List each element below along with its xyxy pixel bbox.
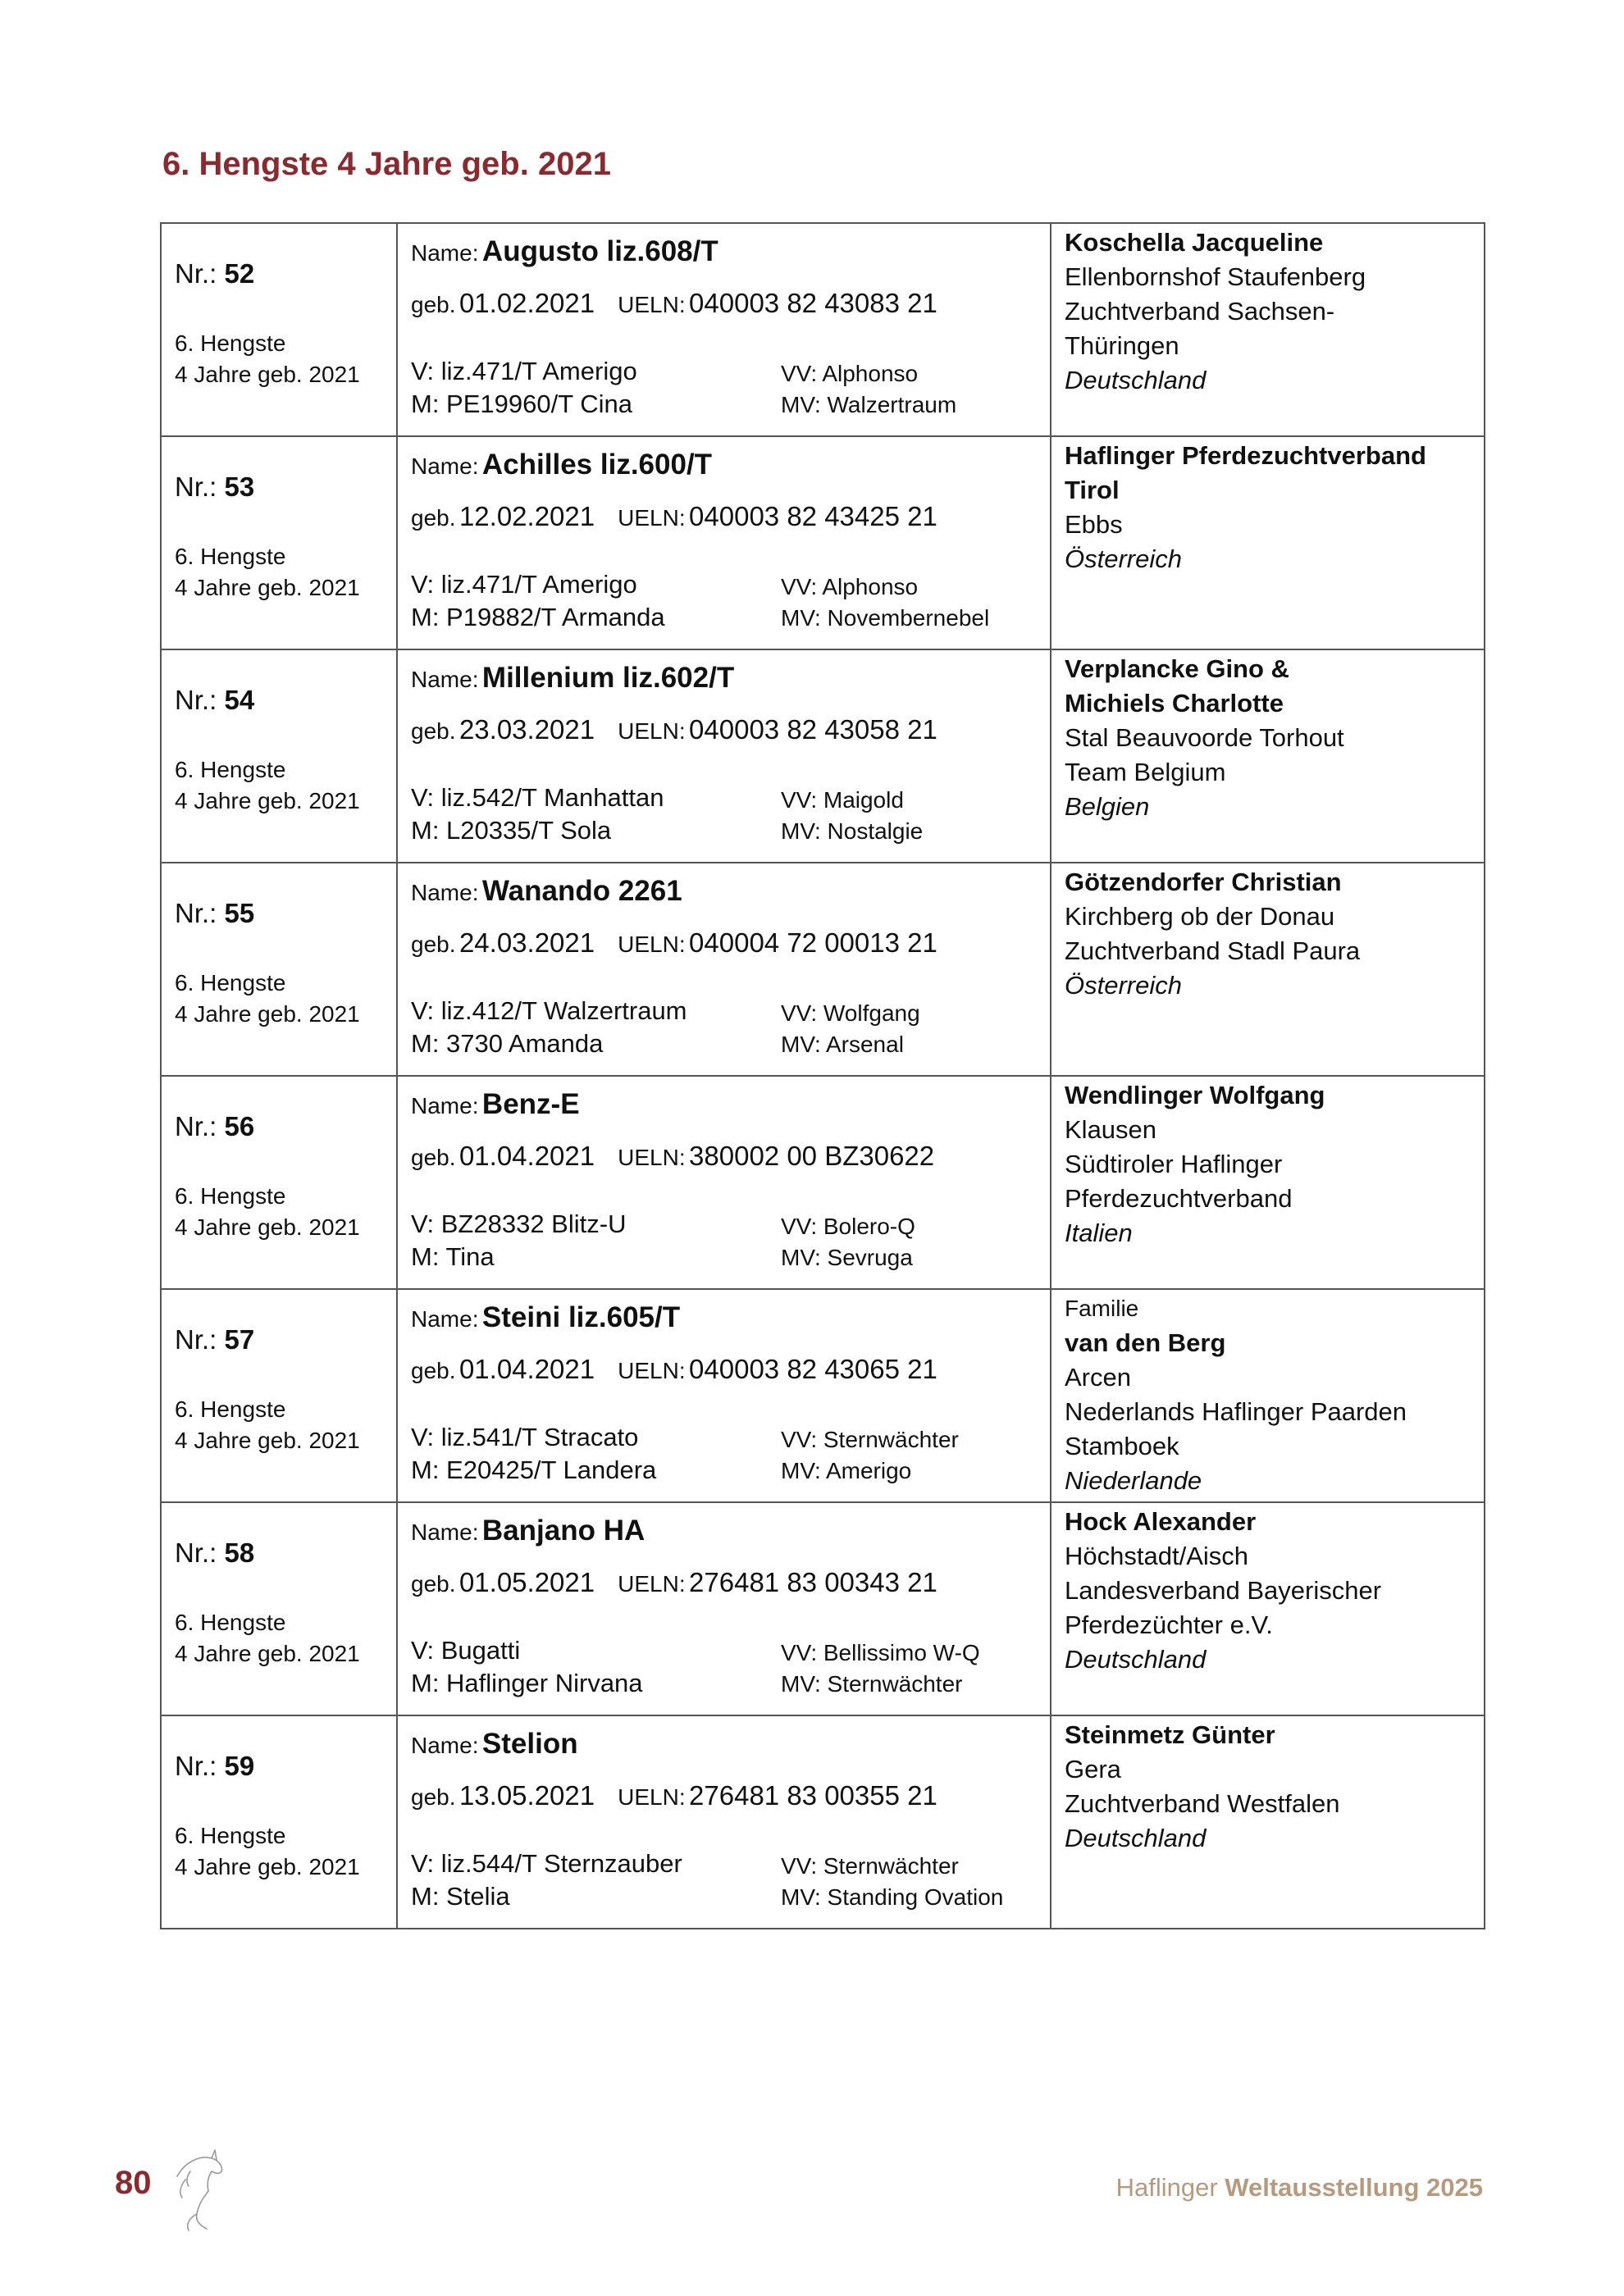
birth-date: 01.05.2021 [458, 1567, 595, 1597]
owner-line: Landesverband Bayerischer [1065, 1576, 1382, 1605]
owner-line: Österreich [1065, 971, 1182, 1000]
birth-ueln-line [411, 501, 937, 532]
ueln-label: UELN: [618, 718, 686, 744]
owner-line: Ellenbornshof Staufenberg [1065, 262, 1366, 291]
owner-block [1051, 1716, 1484, 1856]
horse-cell [397, 1289, 1051, 1502]
owner-line: Ebbs [1065, 510, 1123, 539]
dam: M: Tina [411, 1242, 495, 1271]
owner-line: Deutschland [1065, 366, 1207, 394]
horse-cell [397, 436, 1051, 649]
ueln-value: 276481 83 00343 21 [689, 1567, 937, 1597]
nr-value: 57 [224, 1324, 255, 1355]
owner-line: Höchstadt/Aisch [1065, 1542, 1248, 1570]
owner-line: Gera [1065, 1755, 1121, 1784]
class-title: 6. Hengste [175, 970, 286, 995]
horse-name: Wanando 2261 [481, 875, 682, 907]
class-title: 6. Hengste [175, 544, 286, 569]
owner-line: Zuchtverband Sachsen- [1065, 297, 1335, 326]
entry-number-cell [161, 649, 397, 863]
class-subtitle: 4 Jahre geb. 2021 [175, 1214, 360, 1240]
birth-ueln-line [411, 288, 937, 319]
owner-line: Hock Alexander [1065, 1507, 1257, 1536]
entry-row [161, 436, 1485, 649]
nr-label: Nr.: [175, 685, 217, 715]
class-title: 6. Hengste [175, 330, 286, 356]
owner-line: Pferdezüchter e.V. [1065, 1610, 1273, 1639]
owner-block [1051, 437, 1484, 576]
dam: M: Stelia [411, 1882, 510, 1911]
owner-block [1051, 224, 1484, 398]
owner-line: Wendlinger Wolfgang [1065, 1081, 1325, 1109]
sire-sire: VV: Wolfgang [781, 1000, 920, 1026]
ueln-value: 040003 82 43425 21 [689, 501, 937, 531]
owner-cell [1051, 649, 1485, 863]
horse-name-line [411, 1301, 680, 1334]
owner-line: Belgien [1065, 792, 1150, 821]
sire-sire: VV: Maigold [781, 787, 904, 813]
owner-cell [1051, 1076, 1485, 1289]
dam: M: Haflinger Nirvana [411, 1669, 643, 1697]
owner-line: Italien [1065, 1219, 1133, 1247]
owner-block [1051, 1077, 1484, 1250]
sire-sire: VV: Sternwächter [781, 1427, 959, 1452]
owner-line: Familie [1065, 1296, 1139, 1321]
birth-date: 01.04.2021 [458, 1354, 595, 1384]
dam: M: E20425/T Landera [411, 1456, 657, 1484]
nr-label: Nr.: [175, 1111, 217, 1141]
nr-label: Nr.: [175, 472, 217, 502]
ueln-value: 276481 83 00355 21 [689, 1780, 937, 1811]
entry-row [161, 1502, 1485, 1715]
name-label: Name: [411, 1519, 479, 1545]
owner-line: Team Belgium [1065, 758, 1226, 786]
class-subtitle: 4 Jahre geb. 2021 [175, 575, 360, 600]
class-subtitle: 4 Jahre geb. 2021 [175, 1641, 360, 1666]
owner-cell [1051, 223, 1485, 436]
sire: V: liz.542/T Manhattan [411, 783, 664, 812]
ueln-label: UELN: [618, 1784, 686, 1810]
dam: M: P19882/T Armanda [411, 603, 665, 631]
class-subtitle: 4 Jahre geb. 2021 [175, 1001, 360, 1027]
nr-label: Nr.: [175, 1324, 217, 1355]
nr-label: Nr.: [175, 898, 217, 928]
owner-line: Deutschland [1065, 1824, 1207, 1852]
birth-ueln-line [411, 714, 937, 745]
owner-line: Stal Beauvoorde Torhout [1065, 723, 1344, 752]
sire: V: BZ28332 Blitz-U [411, 1210, 627, 1238]
ueln-label: UELN: [618, 505, 686, 531]
sire: V: liz.412/T Walzertraum [411, 996, 687, 1025]
birth-date: 13.05.2021 [458, 1780, 595, 1811]
entry-number-cell [161, 1715, 397, 1929]
horse-name: Achilles liz.600/T [481, 449, 713, 481]
entry-number-cell [161, 863, 397, 1076]
name-label: Name: [411, 453, 479, 479]
geb-label: geb. [411, 1145, 456, 1170]
class-subtitle: 4 Jahre geb. 2021 [175, 1854, 360, 1879]
name-label: Name: [411, 1733, 479, 1758]
geb-label: geb. [411, 1571, 456, 1597]
dam: M: L20335/T Sola [411, 816, 612, 845]
entry-row [161, 1289, 1485, 1502]
publication-footer [1116, 2173, 1483, 2203]
nr-value: 52 [224, 258, 255, 289]
nr-value: 54 [224, 685, 255, 715]
class-title: 6. Hengste [175, 1396, 286, 1422]
owner-line: Stamboek [1065, 1432, 1179, 1460]
entry-number-cell [161, 223, 397, 436]
dam-sire: MV: Sternwächter [781, 1671, 963, 1697]
nr-label: Nr.: [175, 1751, 217, 1781]
entry-number [175, 258, 254, 289]
owner-line: Pferdezuchtverband [1065, 1184, 1293, 1213]
owner-line: Thüringen [1065, 331, 1179, 360]
owner-line: Zuchtverband Westfalen [1065, 1789, 1340, 1818]
owner-line: Steinmetz Günter [1065, 1720, 1275, 1749]
owner-line: Koschella Jacqueline [1065, 228, 1324, 257]
horse-name-line [411, 875, 682, 908]
geb-label: geb. [411, 1784, 456, 1810]
class-title: 6. Hengste [175, 1823, 286, 1848]
birth-date: 23.03.2021 [458, 714, 595, 745]
sire: V: liz.541/T Stracato [411, 1423, 639, 1451]
horse-logo-icon [161, 2143, 235, 2234]
entry-row [161, 1715, 1485, 1929]
sire-sire: VV: Sternwächter [781, 1853, 959, 1879]
class-title: 6. Hengste [175, 757, 286, 782]
owner-block [1051, 1290, 1484, 1498]
dam-sire: MV: Standing Ovation [781, 1884, 1004, 1910]
footer-event: Weltausstellung 2025 [1225, 2173, 1483, 2202]
ueln-value: 040003 82 43058 21 [689, 714, 937, 745]
ueln-label: UELN: [618, 932, 686, 957]
owner-line: Deutschland [1065, 1645, 1207, 1674]
horse-cell [397, 1502, 1051, 1715]
dam: M: 3730 Amanda [411, 1029, 604, 1058]
owner-line: van den Berg [1065, 1328, 1226, 1357]
owner-line: Zuchtverband Stadl Paura [1065, 936, 1361, 965]
entry-number-cell [161, 436, 397, 649]
entries-table [160, 222, 1485, 1929]
ueln-label: UELN: [618, 1571, 686, 1597]
sire-sire: VV: Alphonso [781, 361, 919, 386]
owner-line: Götzendorfer Christian [1065, 868, 1342, 896]
ueln-label: UELN: [618, 1145, 686, 1170]
name-label: Name: [411, 880, 479, 905]
owner-line: Niederlande [1065, 1466, 1202, 1495]
horse-name: Augusto liz.608/T [481, 235, 718, 267]
owner-block [1051, 650, 1484, 824]
entry-number [175, 472, 254, 503]
entry-number [175, 1751, 254, 1782]
dam-sire: MV: Amerigo [781, 1458, 912, 1483]
owner-line: Arcen [1065, 1363, 1131, 1392]
owner-block [1051, 1503, 1484, 1677]
horse-name-line [411, 1728, 578, 1761]
birth-ueln-line [411, 927, 937, 959]
horse-name: Stelion [481, 1728, 578, 1760]
owner-line: Südtiroler Haflinger [1065, 1150, 1283, 1178]
horse-name-line [411, 235, 718, 268]
sire-sire: VV: Bolero-Q [781, 1214, 915, 1239]
entry-number-cell [161, 1502, 397, 1715]
owner-line: Michiels Charlotte [1065, 689, 1284, 718]
dam-sire: MV: Novembernebel [781, 605, 990, 631]
owner-line: Kirchberg ob der Donau [1065, 902, 1335, 931]
sire: V: liz.471/T Amerigo [411, 357, 637, 385]
geb-label: geb. [411, 932, 456, 957]
entry-number-cell [161, 1289, 397, 1502]
horse-name: Benz-E [481, 1088, 580, 1120]
nr-value: 56 [224, 1111, 255, 1141]
horse-cell [397, 1076, 1051, 1289]
birth-date: 01.02.2021 [458, 288, 595, 318]
sire-sire: VV: Bellissimo W-Q [781, 1640, 980, 1665]
nr-value: 55 [224, 898, 255, 928]
ueln-value: 040003 82 43083 21 [689, 288, 937, 318]
horse-name-line [411, 1088, 580, 1121]
owner-line: Verplancke Gino & [1065, 654, 1289, 683]
entry-row [161, 649, 1485, 863]
horse-name: Banjano HA [481, 1515, 645, 1547]
owner-block [1051, 863, 1484, 1003]
owner-cell [1051, 1715, 1485, 1929]
entry-number-cell [161, 1076, 397, 1289]
geb-label: geb. [411, 292, 456, 317]
ueln-value: 040003 82 43065 21 [689, 1354, 937, 1384]
dam-sire: MV: Sevruga [781, 1245, 913, 1270]
dam: M: PE19960/T Cina [411, 390, 632, 418]
owner-cell [1051, 863, 1485, 1076]
name-label: Name: [411, 667, 479, 692]
entry-number [175, 1324, 254, 1355]
birth-date: 01.04.2021 [458, 1141, 595, 1171]
entry-row [161, 1076, 1485, 1289]
horse-cell [397, 863, 1051, 1076]
owner-line: Tirol [1065, 476, 1120, 504]
birth-ueln-line [411, 1354, 937, 1385]
name-label: Name: [411, 240, 479, 266]
horse-name: Millenium liz.602/T [481, 662, 735, 694]
sire: V: liz.471/T Amerigo [411, 570, 637, 599]
name-label: Name: [411, 1093, 479, 1118]
horse-name-line [411, 1515, 645, 1547]
class-title: 6. Hengste [175, 1183, 286, 1209]
birth-date: 24.03.2021 [458, 927, 595, 958]
geb-label: geb. [411, 1358, 456, 1383]
owner-cell [1051, 436, 1485, 649]
dam-sire: MV: Walzertraum [781, 392, 957, 417]
class-subtitle: 4 Jahre geb. 2021 [175, 788, 360, 813]
sire-sire: VV: Alphonso [781, 574, 919, 599]
sire: V: Bugatti [411, 1636, 521, 1665]
horse-cell [397, 1715, 1051, 1929]
horse-cell [397, 649, 1051, 863]
nr-value: 59 [224, 1751, 255, 1781]
owner-line: Nederlands Haflinger Paarden [1065, 1397, 1407, 1426]
sire: V: liz.544/T Sternzauber [411, 1849, 682, 1878]
entry-row [161, 863, 1485, 1076]
nr-label: Nr.: [175, 1538, 217, 1568]
footer-brand: Haflinger [1115, 2173, 1225, 2202]
nr-label: Nr.: [175, 258, 217, 289]
birth-ueln-line [411, 1567, 937, 1598]
ueln-value: 380002 00 BZ30622 [689, 1141, 935, 1171]
class-subtitle: 4 Jahre geb. 2021 [175, 362, 360, 387]
entry-row [161, 223, 1485, 436]
birth-date: 12.02.2021 [458, 501, 595, 531]
name-label: Name: [411, 1306, 479, 1332]
owner-line: Haflinger Pferdezuchtverband [1065, 441, 1426, 470]
geb-label: geb. [411, 718, 456, 744]
dam-sire: MV: Nostalgie [781, 818, 924, 844]
geb-label: geb. [411, 505, 456, 531]
nr-value: 58 [224, 1538, 255, 1568]
section-title: 6. Hengste 4 Jahre geb. 2021 [162, 146, 611, 182]
class-title: 6. Hengste [175, 1610, 286, 1635]
nr-value: 53 [224, 472, 255, 502]
ueln-label: UELN: [618, 292, 686, 317]
owner-line: Klausen [1065, 1115, 1157, 1144]
owner-cell [1051, 1502, 1485, 1715]
entry-number [175, 1111, 254, 1142]
horse-name: Steini liz.605/T [481, 1301, 681, 1333]
entries-body [161, 223, 1485, 1929]
entry-number [175, 898, 254, 929]
dam-sire: MV: Arsenal [781, 1032, 904, 1057]
horse-name-line [411, 662, 734, 695]
entry-number [175, 1538, 254, 1569]
ueln-label: UELN: [618, 1358, 686, 1383]
birth-ueln-line [411, 1141, 934, 1172]
entry-number [175, 685, 254, 716]
page-number: 80 [115, 2165, 152, 2201]
ueln-value: 040004 72 00013 21 [689, 927, 937, 958]
owner-cell [1051, 1289, 1485, 1502]
horse-name-line [411, 449, 712, 481]
owner-line: Österreich [1065, 544, 1182, 573]
class-subtitle: 4 Jahre geb. 2021 [175, 1428, 360, 1453]
birth-ueln-line [411, 1780, 937, 1811]
horse-cell [397, 223, 1051, 436]
